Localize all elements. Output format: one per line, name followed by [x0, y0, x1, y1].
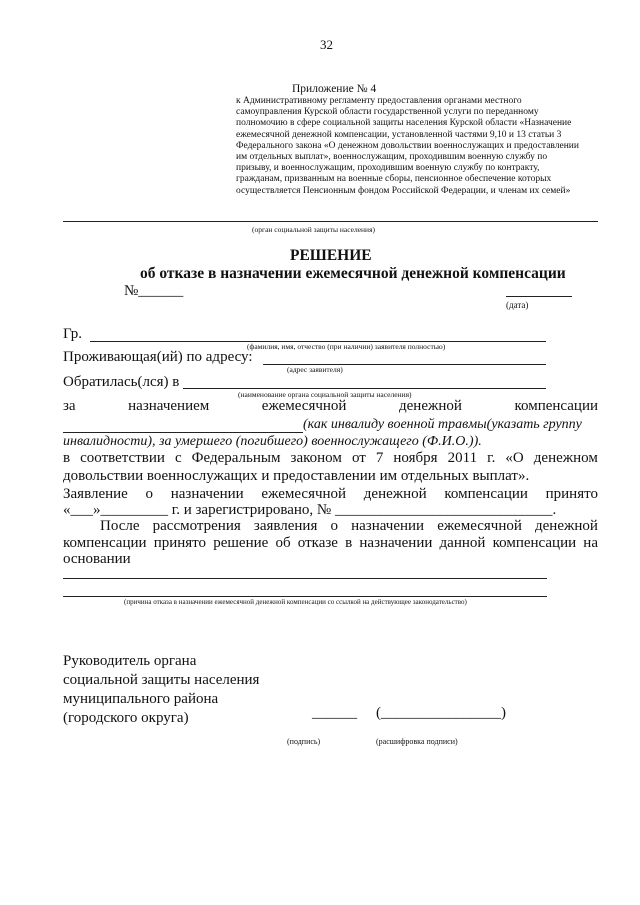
decision-line-2 — [63, 535, 598, 552]
law-word: Федеральным — [191, 450, 281, 466]
decision-word: рассмотрения — [152, 518, 241, 534]
appendix-line: осуществляется Пенсионным фондом Российской Федерации, и членам их семей» — [236, 185, 571, 196]
date-caption: (дата) — [506, 300, 529, 310]
decision-word: ежемесячной — [437, 518, 522, 534]
org-line — [63, 221, 598, 222]
appendix-line: призыву, и военнослужащим, проходившим военную службу по контракту, — [236, 163, 540, 174]
accepted-word: о — [145, 486, 154, 502]
decision-word: компенсации — [492, 535, 577, 551]
decision-number: №______ — [124, 283, 184, 299]
decision-word: об — [275, 535, 291, 551]
reason-caption: (причина отказа в назначении ежемесячной денежной компенсации со ссылкой на действующее законодательство) — [124, 598, 467, 606]
appendix-line: к Административному регламенту предоставления органами местного — [236, 96, 522, 106]
law-word: 7 — [375, 450, 384, 466]
purpose-word: ежемесячной — [261, 398, 347, 414]
signatory-line: (городского округа) — [63, 710, 189, 726]
org-caption: (орган социальной защиты населения) — [252, 225, 376, 234]
signature-caption: (подпись) — [287, 737, 321, 746]
decision-word: о — [330, 518, 338, 534]
purpose-word: денежной — [399, 398, 462, 414]
decision-word: назначении — [359, 535, 433, 551]
decision-word: назначении — [351, 518, 425, 534]
decoding-blank: (________________) — [376, 705, 506, 721]
appendix-line: ежемесячной денежной компенсации, установленной частями 9,10 и 13 статьи 3 — [236, 129, 562, 140]
law-line-2: довольствии военнослужащих и предоставлении им отдельных выплат». — [63, 468, 530, 484]
appendix-title: Приложение № 4 — [292, 83, 377, 95]
appendix-line: полномочию в сфере социальной защиты населения Курской области «Назначение — [236, 118, 572, 129]
law-word: ноября — [393, 450, 438, 466]
decision-word: решение — [213, 535, 269, 551]
gr-caption: (фамилия, имя, отчество (при наличии) заявителя полностью) — [247, 342, 446, 351]
accepted-word: принято — [545, 486, 598, 502]
page-number: 32 — [320, 37, 333, 52]
decision-word: денежной — [535, 518, 598, 534]
purpose-blank — [63, 432, 303, 433]
decision-word: компенсации — [63, 535, 147, 551]
decision-word: После — [100, 518, 140, 534]
law-line-1 — [63, 450, 598, 467]
purpose-word: назначением — [128, 398, 210, 414]
gr-label: Гр. — [63, 326, 82, 342]
appendix-line: самоуправления Курской области государственной услуги по переданному — [236, 107, 539, 118]
address-label: Проживающая(ий) по адресу: — [63, 349, 253, 365]
registered-line: «___»_________ г. и зарегистрировано, № _____________________________. — [63, 502, 557, 518]
decision-word: отказе — [297, 535, 338, 551]
reason-line-2 — [63, 596, 547, 597]
appendix-line: гражданам, призванным на военные сборы, пенсионное обеспечение которых — [236, 174, 552, 185]
accepted-word: компенсации — [444, 486, 528, 502]
law-word: в — [63, 450, 71, 466]
purpose-word: за — [63, 398, 76, 414]
purpose-line — [63, 398, 598, 415]
document-subtitle: об отказе в назначении ежемесячной денежной компенсации — [140, 265, 566, 282]
accepted-word: ежемесячной — [261, 486, 347, 502]
law-word: «О — [505, 450, 524, 466]
signatory-line: Руководитель органа — [63, 653, 197, 669]
accepted-word: Заявление — [63, 486, 128, 502]
appendix-text — [236, 96, 579, 197]
law-word: законом — [290, 450, 342, 466]
law-word: соответствии — [80, 450, 165, 466]
applied-caption: (наименование органа социальной защиты населения) — [238, 390, 412, 399]
purpose-word: компенсации — [514, 398, 598, 414]
law-word: г. — [487, 450, 496, 466]
law-word: с — [174, 450, 182, 466]
appendix-line: Федерального закона «О денежном довольствии военнослужащих и предоставлении — [236, 140, 579, 151]
purpose-italic-1: (как инвалиду военной травмы(указать группу — [303, 417, 582, 432]
law-word: от — [351, 450, 366, 466]
signatory-line: муниципального района — [63, 691, 219, 707]
decision-line-3: основании — [63, 551, 131, 567]
decision-word: в — [345, 535, 353, 551]
signatory-line: социальной защиты населения — [63, 672, 260, 688]
decision-word: данной — [439, 535, 486, 551]
date-line — [506, 296, 572, 297]
signatory-block — [63, 652, 259, 728]
address-caption: (адрес заявителя) — [287, 365, 343, 374]
appendix-line: им отдельных выплат», военнослужащим, проходившим военную службу по — [236, 152, 548, 163]
applied-line — [183, 388, 546, 389]
law-word: денежном — [533, 450, 598, 466]
purpose-italic-2: инвалидности), за умершего (погибшего) военнослужащего (Ф.И.О.)). — [63, 434, 482, 449]
decision-word: принято — [153, 535, 207, 551]
reason-line-1 — [63, 578, 547, 579]
decision-line-1 — [100, 518, 598, 535]
decision-word: на — [583, 535, 598, 551]
document-title: РЕШЕНИЕ — [290, 247, 372, 264]
accepted-word: денежной — [363, 486, 427, 502]
decoding-caption: (расшифровка подписи) — [376, 737, 458, 746]
decision-word: заявления — [253, 518, 318, 534]
accepted-word: назначении — [170, 486, 244, 502]
accepted-line — [63, 486, 598, 503]
signature-blank: ______ — [312, 705, 357, 721]
applied-label: Обратилась(лся) в — [63, 374, 180, 390]
law-word: 2011 — [447, 450, 478, 466]
